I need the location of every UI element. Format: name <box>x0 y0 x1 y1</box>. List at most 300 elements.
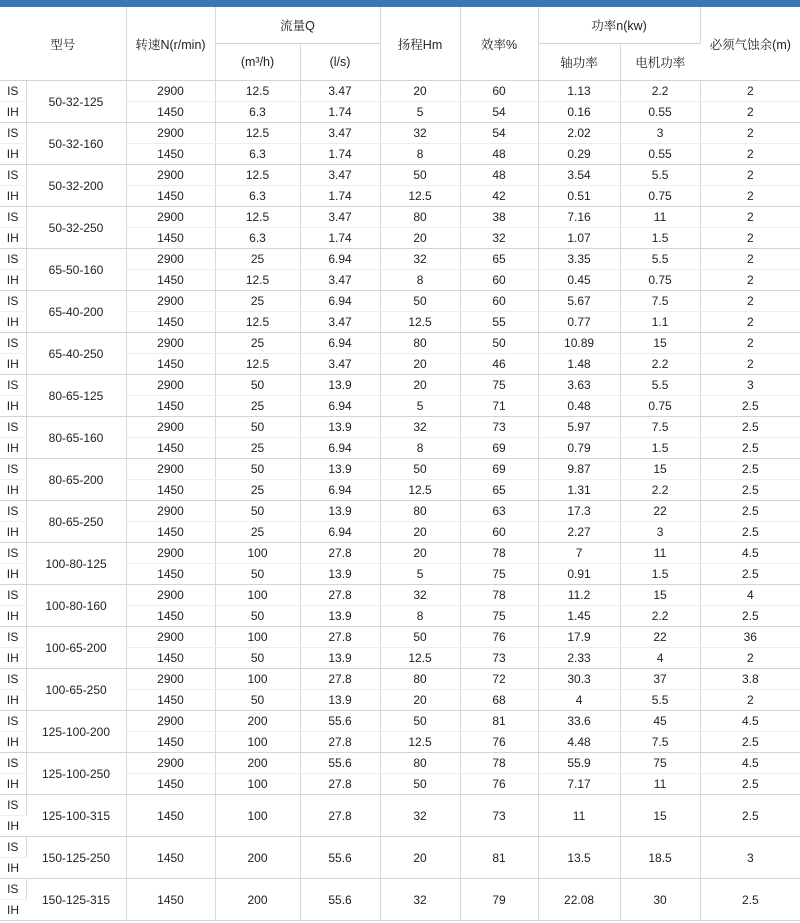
cell-flow-m3h: 100 <box>215 585 300 606</box>
cell-speed: 1450 <box>126 270 215 291</box>
cell-head: 20 <box>380 522 460 543</box>
cell-efficiency: 75 <box>460 606 538 627</box>
cell-flow-ls: 13.9 <box>300 501 380 522</box>
cell-shaft-power: 0.16 <box>538 102 620 123</box>
cell-shaft-power: 7.17 <box>538 774 620 795</box>
col-header-efficiency: 效率% <box>460 7 538 81</box>
cell-speed: 1450 <box>126 228 215 249</box>
cell-pump-type: IH <box>0 144 26 165</box>
cell-speed: 1450 <box>126 102 215 123</box>
cell-head: 80 <box>380 669 460 690</box>
cell-model: 50-32-125 <box>26 81 126 123</box>
cell-pump-type: IS <box>0 249 26 270</box>
cell-pump-type: IH <box>0 900 26 921</box>
cell-efficiency: 78 <box>460 585 538 606</box>
cell-speed: 1450 <box>126 648 215 669</box>
cell-head: 32 <box>380 249 460 270</box>
cell-pump-type: IH <box>0 396 26 417</box>
cell-efficiency: 69 <box>460 438 538 459</box>
cell-motor-power: 1.1 <box>620 312 700 333</box>
cell-efficiency: 48 <box>460 144 538 165</box>
cell-flow-ls: 55.6 <box>300 711 380 732</box>
cell-shaft-power: 0.79 <box>538 438 620 459</box>
cell-shaft-power: 4.48 <box>538 732 620 753</box>
table-row <box>0 123 800 144</box>
cell-motor-power: 0.75 <box>620 270 700 291</box>
cell-head: 50 <box>380 774 460 795</box>
cell-speed: 2900 <box>126 333 215 354</box>
cell-shaft-power: 0.77 <box>538 312 620 333</box>
cell-flow-ls: 13.9 <box>300 375 380 396</box>
cell-head: 12.5 <box>380 186 460 207</box>
cell-flow-ls: 6.94 <box>300 291 380 312</box>
cell-flow-ls: 3.47 <box>300 354 380 375</box>
cell-efficiency: 60 <box>460 522 538 543</box>
cell-pump-type: IS <box>0 837 26 858</box>
cell-pump-type: IH <box>0 270 26 291</box>
cell-npsh: 2 <box>700 228 800 249</box>
table-row <box>0 249 800 270</box>
cell-flow-m3h: 200 <box>215 711 300 732</box>
cell-flow-m3h: 25 <box>215 396 300 417</box>
cell-motor-power: 0.55 <box>620 102 700 123</box>
cell-npsh: 4.5 <box>700 711 800 732</box>
cell-flow-m3h: 50 <box>215 501 300 522</box>
col-header-flow-ls: (l/s) <box>300 44 380 81</box>
cell-npsh: 2.5 <box>700 438 800 459</box>
cell-pump-type: IH <box>0 102 26 123</box>
table-row <box>0 417 800 438</box>
cell-speed: 2900 <box>126 501 215 522</box>
cell-speed: 1450 <box>126 312 215 333</box>
cell-flow-ls: 13.9 <box>300 564 380 585</box>
cell-head: 50 <box>380 627 460 648</box>
cell-shaft-power: 2.02 <box>538 123 620 144</box>
cell-pump-type: IS <box>0 417 26 438</box>
cell-flow-ls: 6.94 <box>300 396 380 417</box>
cell-efficiency: 73 <box>460 417 538 438</box>
cell-efficiency: 38 <box>460 207 538 228</box>
cell-shaft-power: 0.48 <box>538 396 620 417</box>
cell-flow-ls: 3.47 <box>300 81 380 102</box>
cell-npsh: 2 <box>700 186 800 207</box>
cell-head: 32 <box>380 123 460 144</box>
cell-flow-ls: 27.8 <box>300 543 380 564</box>
cell-model: 50-32-200 <box>26 165 126 207</box>
pump-spec-table <box>0 7 800 921</box>
cell-head: 5 <box>380 564 460 585</box>
cell-efficiency: 76 <box>460 627 538 648</box>
cell-model: 100-80-160 <box>26 585 126 627</box>
cell-pump-type: IH <box>0 186 26 207</box>
cell-flow-ls: 6.94 <box>300 249 380 270</box>
cell-speed: 2900 <box>126 291 215 312</box>
cell-flow-m3h: 6.3 <box>215 144 300 165</box>
cell-shaft-power: 1.31 <box>538 480 620 501</box>
cell-pump-type: IS <box>0 375 26 396</box>
cell-flow-ls: 27.8 <box>300 774 380 795</box>
cell-efficiency: 68 <box>460 690 538 711</box>
cell-pump-type: IS <box>0 585 26 606</box>
cell-head: 50 <box>380 165 460 186</box>
cell-flow-ls: 27.8 <box>300 795 380 837</box>
cell-npsh: 2.5 <box>700 606 800 627</box>
cell-efficiency: 65 <box>460 249 538 270</box>
cell-motor-power: 2.2 <box>620 354 700 375</box>
cell-model: 80-65-125 <box>26 375 126 417</box>
cell-head: 12.5 <box>380 732 460 753</box>
col-header-motor-power: 电机功率 <box>620 44 700 81</box>
cell-speed: 1450 <box>126 795 215 837</box>
cell-model: 100-65-250 <box>26 669 126 711</box>
cell-head: 12.5 <box>380 480 460 501</box>
header-row-1 <box>0 7 800 44</box>
cell-flow-ls: 55.6 <box>300 879 380 921</box>
cell-shaft-power: 1.07 <box>538 228 620 249</box>
cell-flow-m3h: 100 <box>215 795 300 837</box>
cell-efficiency: 54 <box>460 102 538 123</box>
cell-speed: 1450 <box>126 438 215 459</box>
cell-flow-ls: 13.9 <box>300 417 380 438</box>
cell-efficiency: 73 <box>460 795 538 837</box>
cell-shaft-power: 3.63 <box>538 375 620 396</box>
cell-npsh: 2 <box>700 81 800 102</box>
cell-pump-type: IS <box>0 711 26 732</box>
cell-pump-type: IS <box>0 459 26 480</box>
cell-npsh: 2 <box>700 207 800 228</box>
cell-flow-m3h: 6.3 <box>215 186 300 207</box>
cell-npsh: 2.5 <box>700 795 800 837</box>
cell-efficiency: 81 <box>460 837 538 879</box>
table-row <box>0 627 800 648</box>
cell-pump-type: IH <box>0 438 26 459</box>
cell-efficiency: 42 <box>460 186 538 207</box>
cell-efficiency: 69 <box>460 459 538 480</box>
cell-speed: 2900 <box>126 627 215 648</box>
cell-efficiency: 50 <box>460 333 538 354</box>
cell-efficiency: 60 <box>460 270 538 291</box>
cell-motor-power: 0.75 <box>620 396 700 417</box>
table-row <box>0 879 800 900</box>
cell-shaft-power: 0.91 <box>538 564 620 585</box>
cell-flow-ls: 27.8 <box>300 585 380 606</box>
cell-shaft-power: 0.51 <box>538 186 620 207</box>
cell-flow-ls: 55.6 <box>300 753 380 774</box>
cell-flow-m3h: 50 <box>215 690 300 711</box>
cell-pump-type: IS <box>0 543 26 564</box>
cell-motor-power: 5.5 <box>620 165 700 186</box>
table-row <box>0 585 800 606</box>
cell-flow-m3h: 25 <box>215 522 300 543</box>
cell-speed: 1450 <box>126 480 215 501</box>
cell-speed: 1450 <box>126 354 215 375</box>
cell-model: 80-65-250 <box>26 501 126 543</box>
table-row <box>0 669 800 690</box>
table-row <box>0 333 800 354</box>
cell-pump-type: IH <box>0 816 26 837</box>
cell-motor-power: 37 <box>620 669 700 690</box>
cell-flow-ls: 27.8 <box>300 669 380 690</box>
cell-shaft-power: 2.27 <box>538 522 620 543</box>
cell-shaft-power: 2.33 <box>538 648 620 669</box>
cell-flow-m3h: 6.3 <box>215 228 300 249</box>
cell-shaft-power: 3.54 <box>538 165 620 186</box>
cell-efficiency: 78 <box>460 543 538 564</box>
cell-npsh: 4.5 <box>700 543 800 564</box>
cell-flow-m3h: 25 <box>215 333 300 354</box>
cell-speed: 2900 <box>126 711 215 732</box>
cell-head: 8 <box>380 606 460 627</box>
cell-head: 50 <box>380 711 460 732</box>
cell-model: 150-125-315 <box>26 879 126 921</box>
cell-flow-m3h: 50 <box>215 459 300 480</box>
cell-flow-m3h: 100 <box>215 774 300 795</box>
cell-npsh: 2 <box>700 690 800 711</box>
cell-flow-m3h: 200 <box>215 753 300 774</box>
cell-speed: 2900 <box>126 459 215 480</box>
cell-pump-type: IS <box>0 123 26 144</box>
cell-flow-m3h: 100 <box>215 669 300 690</box>
cell-head: 80 <box>380 207 460 228</box>
cell-flow-m3h: 200 <box>215 837 300 879</box>
cell-npsh: 4.5 <box>700 753 800 774</box>
cell-npsh: 2.5 <box>700 480 800 501</box>
cell-npsh: 2 <box>700 291 800 312</box>
cell-shaft-power: 55.9 <box>538 753 620 774</box>
cell-flow-m3h: 12.5 <box>215 165 300 186</box>
cell-flow-ls: 3.47 <box>300 270 380 291</box>
cell-head: 8 <box>380 270 460 291</box>
cell-flow-m3h: 100 <box>215 732 300 753</box>
cell-head: 80 <box>380 753 460 774</box>
cell-head: 50 <box>380 291 460 312</box>
table-row <box>0 165 800 186</box>
cell-motor-power: 30 <box>620 879 700 921</box>
cell-efficiency: 71 <box>460 396 538 417</box>
table-row <box>0 711 800 732</box>
cell-motor-power: 15 <box>620 795 700 837</box>
cell-motor-power: 1.5 <box>620 228 700 249</box>
cell-motor-power: 45 <box>620 711 700 732</box>
cell-pump-type: IS <box>0 669 26 690</box>
cell-motor-power: 15 <box>620 333 700 354</box>
cell-npsh: 4 <box>700 585 800 606</box>
cell-pump-type: IH <box>0 354 26 375</box>
cell-shaft-power: 17.9 <box>538 627 620 648</box>
cell-flow-m3h: 50 <box>215 648 300 669</box>
cell-shaft-power: 11 <box>538 795 620 837</box>
cell-motor-power: 2.2 <box>620 81 700 102</box>
table-row <box>0 291 800 312</box>
cell-model: 65-40-250 <box>26 333 126 375</box>
cell-head: 8 <box>380 144 460 165</box>
cell-head: 12.5 <box>380 312 460 333</box>
cell-head: 32 <box>380 795 460 837</box>
table-row <box>0 543 800 564</box>
cell-flow-m3h: 50 <box>215 564 300 585</box>
cell-speed: 2900 <box>126 753 215 774</box>
cell-speed: 1450 <box>126 564 215 585</box>
cell-efficiency: 54 <box>460 123 538 144</box>
cell-efficiency: 75 <box>460 375 538 396</box>
cell-motor-power: 22 <box>620 501 700 522</box>
cell-npsh: 2.5 <box>700 732 800 753</box>
cell-flow-ls: 1.74 <box>300 228 380 249</box>
table-row <box>0 207 800 228</box>
cell-flow-ls: 1.74 <box>300 102 380 123</box>
cell-efficiency: 72 <box>460 669 538 690</box>
cell-shaft-power: 0.45 <box>538 270 620 291</box>
cell-speed: 1450 <box>126 690 215 711</box>
cell-shaft-power: 7 <box>538 543 620 564</box>
cell-pump-type: IH <box>0 480 26 501</box>
cell-efficiency: 76 <box>460 774 538 795</box>
cell-head: 80 <box>380 501 460 522</box>
cell-npsh: 2.5 <box>700 396 800 417</box>
table-row <box>0 795 800 816</box>
cell-npsh: 2 <box>700 333 800 354</box>
cell-model: 125-100-315 <box>26 795 126 837</box>
cell-shaft-power: 3.35 <box>538 249 620 270</box>
cell-pump-type: IH <box>0 606 26 627</box>
cell-flow-ls: 13.9 <box>300 690 380 711</box>
cell-motor-power: 18.5 <box>620 837 700 879</box>
cell-flow-m3h: 12.5 <box>215 123 300 144</box>
cell-npsh: 3.8 <box>700 669 800 690</box>
cell-pump-type: IH <box>0 690 26 711</box>
cell-pump-type: IS <box>0 207 26 228</box>
cell-motor-power: 7.5 <box>620 291 700 312</box>
cell-head: 80 <box>380 333 460 354</box>
cell-model: 50-32-160 <box>26 123 126 165</box>
cell-efficiency: 78 <box>460 753 538 774</box>
cell-speed: 2900 <box>126 417 215 438</box>
cell-pump-type: IS <box>0 81 26 102</box>
col-header-flow: 流量Q <box>215 7 380 44</box>
cell-model: 100-65-200 <box>26 627 126 669</box>
cell-motor-power: 11 <box>620 774 700 795</box>
cell-shaft-power: 4 <box>538 690 620 711</box>
cell-model: 80-65-200 <box>26 459 126 501</box>
cell-npsh: 2.5 <box>700 459 800 480</box>
cell-pump-type: IH <box>0 228 26 249</box>
cell-npsh: 2.5 <box>700 522 800 543</box>
cell-pump-type: IH <box>0 858 26 879</box>
cell-flow-ls: 6.94 <box>300 522 380 543</box>
cell-shaft-power: 13.5 <box>538 837 620 879</box>
table-row <box>0 501 800 522</box>
cell-pump-type: IH <box>0 312 26 333</box>
cell-pump-type: IS <box>0 501 26 522</box>
cell-motor-power: 22 <box>620 627 700 648</box>
cell-flow-m3h: 12.5 <box>215 354 300 375</box>
cell-pump-type: IH <box>0 732 26 753</box>
cell-model: 125-100-200 <box>26 711 126 753</box>
cell-flow-ls: 27.8 <box>300 732 380 753</box>
cell-pump-type: IS <box>0 291 26 312</box>
cell-motor-power: 7.5 <box>620 732 700 753</box>
cell-npsh: 3 <box>700 375 800 396</box>
cell-model: 150-125-250 <box>26 837 126 879</box>
col-header-speed: 转速N(r/min) <box>126 7 215 81</box>
table-row <box>0 837 800 858</box>
cell-head: 5 <box>380 102 460 123</box>
cell-flow-ls: 6.94 <box>300 480 380 501</box>
cell-pump-type: IH <box>0 564 26 585</box>
cell-flow-m3h: 25 <box>215 480 300 501</box>
cell-motor-power: 0.55 <box>620 144 700 165</box>
cell-head: 20 <box>380 837 460 879</box>
cell-pump-type: IH <box>0 522 26 543</box>
cell-motor-power: 1.5 <box>620 564 700 585</box>
table-row <box>0 375 800 396</box>
cell-speed: 1450 <box>126 879 215 921</box>
cell-npsh: 2 <box>700 354 800 375</box>
cell-efficiency: 63 <box>460 501 538 522</box>
cell-pump-type: IS <box>0 879 26 900</box>
cell-speed: 2900 <box>126 249 215 270</box>
cell-shaft-power: 11.2 <box>538 585 620 606</box>
cell-flow-ls: 6.94 <box>300 438 380 459</box>
cell-speed: 1450 <box>126 396 215 417</box>
cell-flow-m3h: 200 <box>215 879 300 921</box>
cell-npsh: 3 <box>700 837 800 879</box>
cell-flow-m3h: 6.3 <box>215 102 300 123</box>
cell-efficiency: 46 <box>460 354 538 375</box>
cell-flow-m3h: 50 <box>215 606 300 627</box>
cell-efficiency: 65 <box>460 480 538 501</box>
cell-npsh: 2 <box>700 249 800 270</box>
cell-npsh: 2 <box>700 648 800 669</box>
cell-npsh: 2 <box>700 144 800 165</box>
cell-flow-ls: 6.94 <box>300 333 380 354</box>
cell-flow-m3h: 12.5 <box>215 312 300 333</box>
cell-npsh: 2.5 <box>700 501 800 522</box>
cell-flow-ls: 55.6 <box>300 837 380 879</box>
cell-head: 50 <box>380 459 460 480</box>
cell-shaft-power: 22.08 <box>538 879 620 921</box>
cell-npsh: 36 <box>700 627 800 648</box>
cell-flow-m3h: 12.5 <box>215 207 300 228</box>
cell-head: 5 <box>380 396 460 417</box>
cell-efficiency: 79 <box>460 879 538 921</box>
cell-model: 80-65-160 <box>26 417 126 459</box>
cell-motor-power: 2.2 <box>620 480 700 501</box>
cell-motor-power: 3 <box>620 522 700 543</box>
cell-pump-type: IS <box>0 753 26 774</box>
cell-flow-m3h: 25 <box>215 291 300 312</box>
cell-efficiency: 48 <box>460 165 538 186</box>
cell-shaft-power: 7.16 <box>538 207 620 228</box>
cell-flow-m3h: 12.5 <box>215 81 300 102</box>
cell-speed: 1450 <box>126 186 215 207</box>
cell-speed: 1450 <box>126 522 215 543</box>
cell-head: 20 <box>380 543 460 564</box>
top-accent-bar <box>0 0 800 7</box>
table-header <box>0 7 800 81</box>
cell-flow-ls: 1.74 <box>300 186 380 207</box>
cell-flow-m3h: 100 <box>215 627 300 648</box>
cell-motor-power: 11 <box>620 207 700 228</box>
cell-motor-power: 1.5 <box>620 438 700 459</box>
table-body <box>0 81 800 921</box>
cell-flow-m3h: 50 <box>215 375 300 396</box>
cell-speed: 2900 <box>126 81 215 102</box>
cell-shaft-power: 1.45 <box>538 606 620 627</box>
cell-shaft-power: 9.87 <box>538 459 620 480</box>
col-header-head: 扬程Hm <box>380 7 460 81</box>
cell-model: 50-32-250 <box>26 207 126 249</box>
